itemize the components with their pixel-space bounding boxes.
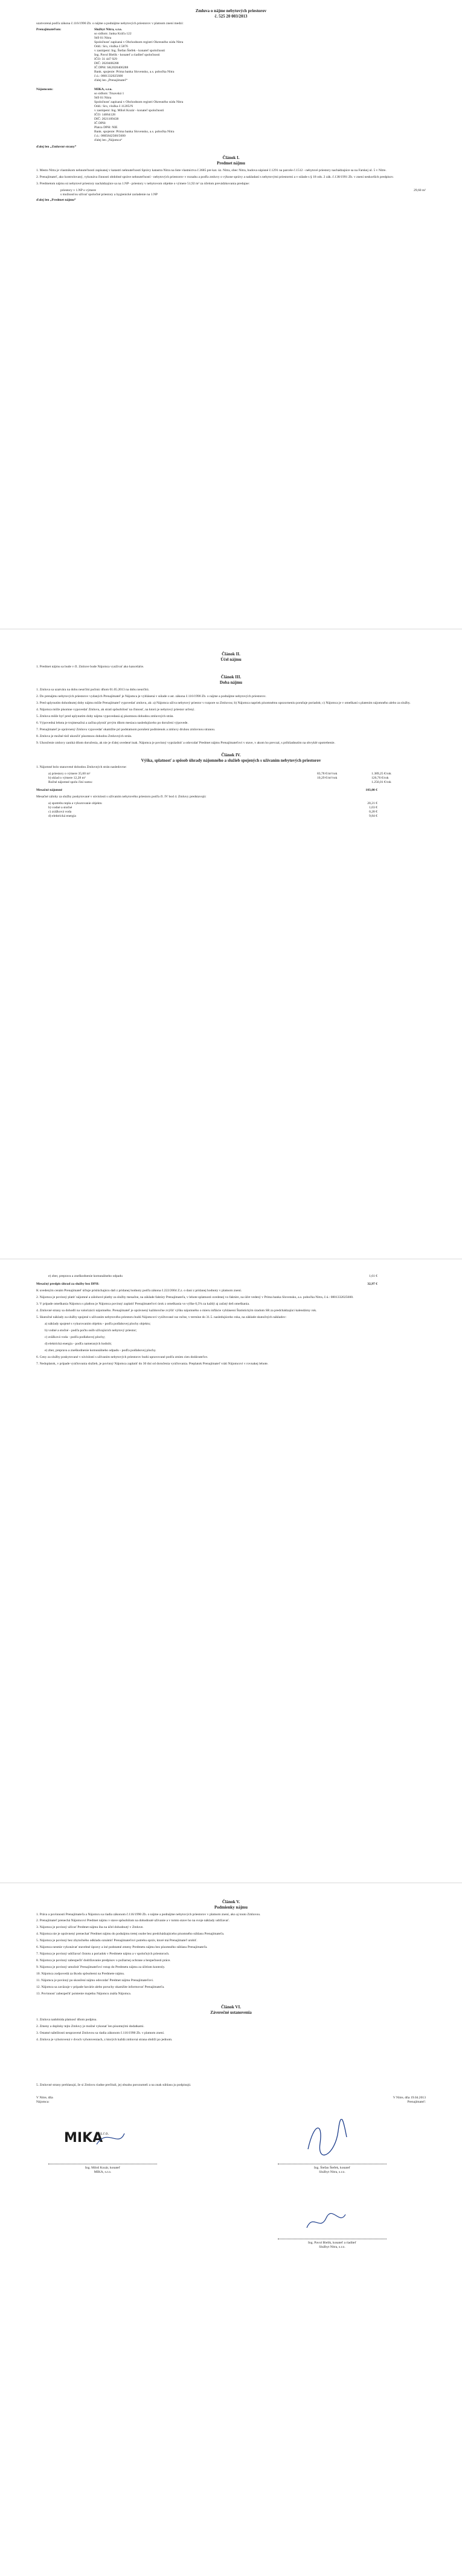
article-6-title: Článok VI. bbox=[221, 2005, 241, 2010]
article-5-subtitle: Podmienky nájmu bbox=[214, 1904, 248, 1910]
signature-right bbox=[302, 2119, 350, 2161]
place-right: V Nitre, dňa 19.04.2013 bbox=[393, 2095, 426, 2100]
article-3-item: 2. Do prenájmu nebytových priestorov vydaných Prenajímateľ je Nájomca je vyhlásená v súlade s ust. zákona č.116/1990 Zb. o nájme a podnájme nebytových priestorov. bbox=[36, 694, 266, 698]
rent-total-row: Ročné nájomné spolu činí sumu: 1.256,01 €/rok bbox=[48, 780, 391, 785]
article-3-item: 4. Nájomca môže písomne vypovedať Zmluvu, ak stratí spôsobilosť na činnosť, na ktorú je nebytový priestor určený. bbox=[36, 707, 195, 712]
article-5-item: 10. Nájomca zodpovedá za škodu spôsobenú na Predmete nájmu. bbox=[36, 1972, 125, 1976]
tenant-line: IČO: 14064128 bbox=[94, 113, 115, 117]
service-row: a) spotrebu tepla a vykurovanie objektu 20,21 € bbox=[48, 802, 377, 806]
article-5-item: 3. Nájomca je povinný užívať Predmet nájmu iba na účel dohodnutý v Zmluve. bbox=[36, 1926, 144, 1930]
article-5-item: 12. Nájomca sa zaväzuje v prípade havárie alebo poruchy okamžite informovať Prenajímateľa. bbox=[36, 1985, 165, 1990]
page-3 bbox=[0, 1260, 462, 1883]
monthly-services-row: Mesačný predpis úhrad za služby bez DPH: 32,97 € bbox=[36, 1282, 377, 1286]
article-5-title: Článok V. bbox=[222, 1900, 240, 1904]
contract-intro: uzatvorená podľa zákona č.116/1990 Zb. o nájme a podnájme nebytových priestorov v platnom znení medzi: bbox=[36, 21, 184, 25]
article-3-title: Článok III. bbox=[220, 675, 242, 680]
page-2 bbox=[0, 630, 462, 1259]
rent-row: b) sklad o výmere 12,28 m² 10,29 €/m²/rok 126,76 €/rok bbox=[48, 776, 389, 780]
article-5-item: 5. Nájomca je povinný bez zbytočného odkladu oznámiť Prenajímateľovi potrebu opráv, ktoré má Prenajímateľ urobiť. bbox=[36, 1939, 197, 1943]
company-stamp bbox=[60, 2123, 127, 2159]
landlord-line: v zastúpení: Ing. Štefan Štefek - konateľ spoločnosti bbox=[94, 49, 165, 53]
article-5-item: 7. Nájomca je povinný udržiavať čistotu a poriadok v Predmete nájmu a v spoločných priestoroch. bbox=[36, 1952, 170, 1956]
article-1-item: 3. Predmetom nájmu sú nebytové priestory nachádzajúce sa na 1.NP - priestory v nebytovom objekte o výmere 51,92 m² za účelom prevádzkovania predajne: bbox=[36, 181, 250, 186]
article-3-item: 3. Pred uplynutím dohodnutej doby nájmu môže Prenajímateľ vypovedať zmluvu, ak: a) Nájomca užíva nebytový priestor v rozpore so Zmluvou; b) Nájomca napriek písomnému upozorneniu porušuje poriadok; c) Nájomca je v omeškaní s platením nájomného alebo za služby. bbox=[36, 701, 411, 705]
role-right: Prenajímateľ: bbox=[407, 2100, 426, 2104]
article-5-item: 8. Nájomca je povinný zabezpečiť dodržiavanie predpisov o požiarnej ochrane a bezpečnosti práce. bbox=[36, 1959, 171, 1963]
contract-title: Zmluva o nájme nebytových priestorov bbox=[195, 8, 267, 13]
article-2-title: Článok II. bbox=[222, 652, 240, 657]
landlord-line: IČ DPH: SK2020406288 bbox=[94, 66, 129, 70]
article-6-item: 2. Zmeny a doplnky tejto Zmluvy je možné vykonať len písomnými dodatkami. bbox=[36, 2024, 144, 2028]
monthly-rent-row: Mesačné nájomné 103,00 € bbox=[36, 788, 377, 793]
article-6-item: 1. Zmluva nadobúda platnosť dňom podpisu. bbox=[36, 2017, 97, 2022]
art4-paragraph: 7. Nedoplatok, v prípade vyúčtovania služieb, je povinný Nájomca zaplatiť do 30 dní od doručenia vyúčtovania. Preplatok Prenajímateľ vráti Nájomcovi v rovnakej lehote. bbox=[36, 1361, 269, 1366]
tenant-line: so sídlom: Trnavská 1 bbox=[94, 92, 124, 96]
tenant-line: 949 01 Nitra bbox=[94, 96, 112, 100]
article-4-item: Mesačné zálohy za služby poskytované v súvislosti s užívaním nebytového priestoru podľa čl. IV bod 4. Zmluvy predstavujú: bbox=[36, 795, 207, 799]
article-3-item: 7. Prenajímateľ je oprávnený Zmluvu vypovedať okamžite pri podstatnom porušení podmienok a zmluvy druhou zmluvnou stranou. bbox=[36, 727, 216, 732]
page-1 bbox=[0, 0, 462, 629]
art4-paragraph: d) elektrická energia - podľa nameraných hodnôt; bbox=[45, 1342, 112, 1346]
sign-right-company: Službyt Nitra, s.r.o. bbox=[319, 2170, 345, 2174]
landlord-line: DIČ: 2020406288 bbox=[94, 62, 119, 66]
art4-paragraph: 5. Skutočné náklady za služby spojené s užívaním nebytového priestoru budú Nájomcovi vyúčtované raz ročne, v termíne do 31.5. nasledujúceho roka, na základe skutočných nákladov: bbox=[36, 1315, 287, 1319]
article-3-item: 8. Zmluva je možné tiež ukončiť písomnou dohodou Zmluvných strán. bbox=[36, 734, 132, 738]
article-1-item: 1. Mesto Nitra je vlastníkom nehnuteľnosti zapísanej v katastri nehnuteľností Správy katastra Nitra na liste vlastníctva č.3685 pre kat. úz. Nitra, obec Nitra, budova súpisné č.1291 na parcele č.1512 - nebytové priestory nachádzajúce sa na Farskej ul. 5 v Nitre. bbox=[36, 168, 387, 172]
sign-right2-company: Službyt Nitra, s.r.o. bbox=[319, 2245, 345, 2249]
art4-paragraph: 4. Zmluvné strany sa dohodli na valorizácii nájomného. Prenajímateľ je oprávnený každoročne zvýšiť výšku nájomného o mieru inflácie vyhlásenú Štatistickým úradom SR za predchádzajúci kalendárny rok. bbox=[36, 1308, 317, 1312]
art4-paragraph: c) zrážková voda - podľa podlahovej plochy; bbox=[45, 1335, 106, 1339]
service-row: e) zber, preprava a zneškodnenie komunálneho odpadu 1,61 € bbox=[48, 1274, 377, 1278]
article-6-item: 4. Zmluva je vyhotovená v dvoch vyhotoveniach, z ktorých každá zmluvná strana obdrží po jednom. bbox=[36, 2037, 173, 2042]
sign-right-name: Ing. Štefan Štefek, konateľ bbox=[313, 2166, 351, 2170]
service-row: b) vodné a stočné 1,03 € bbox=[48, 806, 377, 810]
tenant-line: Spoločnosť zapísaná v Obchodnom registri Okresného súdu Nitra bbox=[94, 100, 184, 105]
art4-paragraph: a) náklady spojené s vykurovaním objektu - podľa podlahovej plochy objektu; bbox=[45, 1322, 151, 1326]
page-4 bbox=[0, 1884, 462, 2576]
article-3-item: 9. Ukončenie zmluvy zaniká dňom doručenia, ak nie je ďalej uvedené inak. Nájomca je povinný vyprázdniť a odovzdať Predmet nájmu Prenajímateľovi v stave, v akom ho prevzal, s prihliadnutím na obvyklé opotrebenie. bbox=[36, 741, 335, 745]
tenant-line: Platca DPH: NIE bbox=[94, 126, 118, 130]
tenant-line: Odd.: Sro, vložka č.11205/N bbox=[94, 105, 133, 109]
article-5-item: 2. Prenajímateľ prenechá Nájomcovi Predmet nájmu v stave spôsobilom na dohodnuté užívanie a v tomto stave ho na svoje náklady udržiavať. bbox=[36, 1919, 230, 1923]
tenant-line: DIČ: 2021109438 bbox=[94, 117, 119, 122]
landlord-line: č.ú.: 0801332025600 bbox=[94, 74, 123, 79]
article-3-item: 1. Zmluva sa uzatvára na dobu neurčitú počnúc dňom 01.05.2013 na dobu neurčitú. bbox=[36, 687, 150, 692]
tenant-name: MIKA, s.r.o. bbox=[94, 88, 112, 92]
landlord-label: Prenajímateľom: bbox=[36, 28, 62, 32]
art4-paragraph: K uvedeným cenám Prenajímateľ účtuje prislúchajúcu daň z pridanej hodnoty podľa zákona č.222/2004 Z.z. o dani z pridanej hodnoty v platnom znení. bbox=[36, 1288, 242, 1293]
art4-paragraph: e) zber, preprava a zneškodnenie komunálneho odpadu - podľa podlahovej plochy. bbox=[45, 1348, 156, 1352]
article-2-subtitle: Účel nájmu bbox=[220, 657, 242, 662]
sign-left-name: Ing. Miloš Kozár, konateľ bbox=[85, 2166, 121, 2170]
art1-after: ďalej len „Predmet nájmu“ bbox=[36, 198, 76, 203]
art1-row: s možnosťou užívať spoločné priestory a hygienické zariadenie na 1.NP bbox=[60, 192, 158, 196]
parties-together: ďalej len „Zmluvné strany“ bbox=[36, 145, 77, 149]
article-1-subtitle: Predmet nájmu bbox=[217, 160, 245, 166]
tenant-line: č.ú.: 0805842500/5600 bbox=[94, 134, 126, 138]
article-1-item: 2. Prenajímateľ, ako kontrolovaný, vykonáva činnosti obdobné správe nehnuteľností - nebytových priestorov v rozsahu a podľa zmluvy o výkone správy a nakladaní s nebytovými priestormi a v súlade s § 18 ods. 2 zák. č.138/1991 Zb. v znení neskorších predpisov. bbox=[36, 175, 394, 179]
signature-right-2 bbox=[302, 2207, 350, 2237]
article-4-subtitle: Výška, splatnosť a spôsob úhrady nájomného a služieb spojených s užívaním nebytových priestorov bbox=[141, 758, 321, 763]
article-5-item: 4. Nájomca nie je oprávnený prenechať Predmet nájmu do podnájmu tretej osobe bez predchádzajúceho písomného súhlasu Prenajímateľa. bbox=[36, 1932, 225, 1936]
article-4-item: 1. Nájomné bolo stanovené dohodou Zmluvných strán nasledovne: bbox=[36, 765, 127, 770]
tenant-line: Bank. spojenie: Prima banka Slovensko, a.s. pobočka Nitra bbox=[94, 130, 175, 134]
landlord-line: 949 01 Nitra bbox=[94, 36, 112, 41]
contract-number: č. 525 20 003/2013 bbox=[214, 13, 248, 19]
article-6-item: 3. Ostatné náležitosti neupravené Zmluvou sa riadia zákonom č.116/1990 Zb. v platnom znení. bbox=[36, 2031, 165, 2035]
tenant-line: ďalej len „Nájomca“ bbox=[94, 138, 123, 143]
article-5-item: 11. Nájomca je povinný po skončení nájmu odovzdať Predmet nájmu Prenajímateľovi. bbox=[36, 1979, 154, 1983]
art1-row: priestory v 1.NP o výmere 29,60 m² bbox=[60, 188, 426, 192]
article-5-item: 1. Práva a povinnosti Prenajímateľa a Nájomcu sa riadia zákonom č.116/1990 Zb. o nájme a podnájme nebytových priestorov v platnom znení, ako aj touto Zmluvou. bbox=[36, 1912, 261, 1916]
art4-paragraph: 6. Ceny za služby poskytované v súvislosti s užívaním nebytových priestorov budú upravované podľa zmien cien dodávateľov. bbox=[36, 1355, 208, 1359]
article-5-item: 6. Nájomca nesmie vykonávať stavebné úpravy a iné podstatné zmeny Predmetu nájmu bez písomného súhlasu Prenajímateľa. bbox=[36, 1945, 208, 1950]
landlord-line: Bank. spojenie: Prima banka Slovensko, a.s. pobočka Nitra bbox=[94, 70, 175, 74]
place-left: V Nitre, dňa bbox=[36, 2095, 53, 2100]
svg-text:MIKA: MIKA bbox=[64, 2130, 103, 2146]
article-6-final: 5. Zmluvné strany prehlasujú, že si Zmluvu riadne prečítali, jej obsahu porozumeli a na znak súhlasu ju podpisujú. bbox=[36, 2083, 191, 2087]
rent-row: a) priestory o výmere 35,60 m² 83,78 €/m²/rok 1.389,25 €/rok bbox=[48, 772, 391, 776]
art4-paragraph: 3. V prípade omeškania Nájomcu s platbou je Nájomca povinný zaplatiť Prenajímateľovi úrok z omeškania vo výške 0,5% za každý aj začatý deň omeškania. bbox=[36, 1302, 250, 1306]
landlord-line: IČO: 31 447 929 bbox=[94, 57, 117, 62]
article-5-item: 9. Nájomca je povinný umožniť Prenajímateľovi vstup do Predmetu nájmu za účelom kontroly. bbox=[36, 1965, 165, 1970]
article-2-item: 1. Predmet nájmu sa bude v čl. Zmluve bude Nájomca využívať ako kancelárie. bbox=[36, 664, 144, 669]
sign-left-company: MIKA, s.r.o. bbox=[94, 2170, 112, 2174]
art4-paragraph: b) vodné a stočné - podľa počtu osôb užívajúcich nebytový priestor; bbox=[45, 1328, 137, 1332]
article-5-item: 13. Povinnosť zabezpečiť poistenie majetku Nájomcu znáša Nájomca. bbox=[36, 1992, 132, 1996]
article-6-subtitle: Záverečné ustanovenia bbox=[210, 2010, 252, 2016]
article-4-title: Článok IV. bbox=[221, 752, 241, 758]
tenant-line: IČ DPH: bbox=[94, 122, 106, 126]
svg-text:s.r.o.: s.r.o. bbox=[100, 2131, 109, 2136]
article-3-item: 6. Výpovedná lehota je trojmesačná a začína plynúť prvým dňom mesiaca nasledujúceho po doručení výpovede. bbox=[36, 721, 188, 725]
article-3-subtitle: Doba nájmu bbox=[219, 680, 243, 686]
service-row: d) elektrická energia 9,84 € bbox=[48, 814, 377, 819]
landlord-line: Spoločnosť zapísaná v Obchodnom registri Okresného súdu Nitra bbox=[94, 41, 184, 45]
role-left: Nájomca: bbox=[36, 2100, 50, 2104]
sign-right2-name: Ing. Pavol Bielik, konateľ a riaditeľ bbox=[308, 2240, 356, 2245]
landlord-name: Službyt Nitra, s.r.o. bbox=[94, 28, 123, 32]
service-row: c) zrážková voda 0,28 € bbox=[48, 810, 377, 814]
article-1-title: Článok I. bbox=[222, 155, 240, 161]
landlord-line: ďalej len „Prenajímateľ“ bbox=[94, 79, 128, 83]
article-3-item: 5. Zmluva môže byť pred uplynutím doby nájmu vypovedaná aj písomnou dohodou zmluvných strán. bbox=[36, 714, 174, 718]
tenant-label: Nájomcom: bbox=[36, 88, 53, 92]
landlord-line: so sídlom: Janka Kráľa 122 bbox=[94, 32, 132, 36]
tenant-line: v zastúpení: Ing. Miloš Kozár - konateľ spoločnosti bbox=[94, 109, 164, 113]
art4-paragraph: 2. Nájomca je povinný platiť nájomné a zálohové platby za služby mesačne, na základe faktúry Prenajímateľa, v lehote splatnosti uvedenej vo faktúre, na účet vedený v Prima banka Slovensko, a.s. pobočka Nitra, č.ú.: 0801332025600. bbox=[36, 1295, 354, 1299]
landlord-line: Ing. Pavol Bielik - konateľ a riaditeľ spoločnosti bbox=[94, 53, 160, 57]
landlord-line: Odd.: Sro, vložka č.5876 bbox=[94, 45, 128, 49]
